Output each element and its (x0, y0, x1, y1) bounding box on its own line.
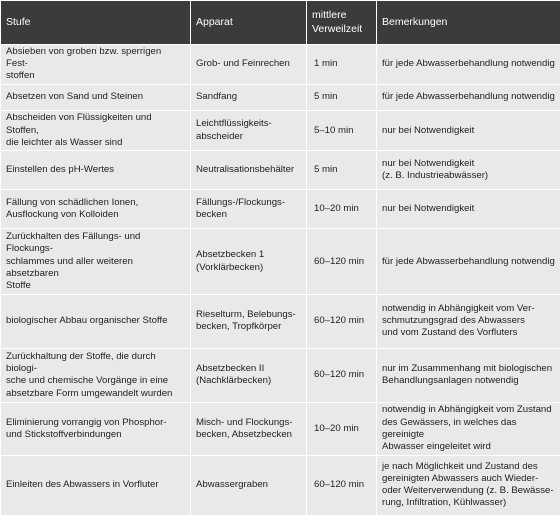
cell-apparat: Fällungs-/Flockungs- becken (191, 190, 307, 229)
cell-bemerkungen: notwendig in Abhängigkeit vom Ver- schmutzungsgrad des Abwassers und vom Zustand des Vorfluters (377, 294, 560, 348)
cell-apparat: Abwassergraben (191, 455, 307, 515)
cell-apparat: Absetzbecken II (Nachklärbecken) (191, 348, 307, 402)
header-bemerkungen: Bemerkungen (377, 1, 560, 45)
cell-verweilzeit: 60–120 min (307, 455, 377, 515)
cell-stufe: Zurückhalten des Fällungs- und Flockungs- schlammes und aller weiteren absetzbaren Stoffe (1, 229, 191, 295)
cell-bemerkungen: für jede Abwasserbehandlung notwendig (377, 84, 560, 110)
cell-stufe: Absieben von groben bzw. sperrigen Fest- stoffen (1, 45, 191, 85)
cell-bemerkungen: nur im Zusammenhang mit biologischen Behandlungsanlagen notwendig (377, 348, 560, 402)
cell-bemerkungen: notwendig in Abhängigkeit vom Zustand des Gewässers, in welches das gereinigte Abwasser eingeleitet wird (377, 402, 560, 455)
cell-stufe: Einleiten des Abwassers in Vorfluter (1, 455, 191, 515)
cell-apparat: Grob- und Feinrechen (191, 45, 307, 85)
cell-bemerkungen: nur bei Notwendigkeit (377, 111, 560, 151)
table-row (1, 455, 560, 515)
header-stufe: Stufe (1, 1, 191, 45)
table-row (1, 190, 560, 229)
table-row (1, 45, 560, 85)
cell-stufe: Abscheiden von Flüssigkeiten und Stoffen, die leichter als Wasser sind (1, 111, 191, 151)
cell-stufe: Einstellen des pH-Wertes (1, 150, 191, 189)
cell-verweilzeit: 10–20 min (307, 402, 377, 455)
cell-bemerkungen: für jede Abwasserbehandlung notwendig (377, 229, 560, 295)
cell-verweilzeit: 1 min (307, 45, 377, 85)
cell-stufe: Zurückhaltung der Stoffe, die durch biologi- sche und chemische Vorgänge in eine absetzbare Form umgewandelt wurden (1, 348, 191, 402)
cell-verweilzeit: 5–10 min (307, 111, 377, 151)
header-apparat: Apparat (191, 1, 307, 45)
table-row (1, 348, 560, 402)
cell-apparat: Neutralisationsbehälter (191, 150, 307, 189)
cell-apparat: Leichtflüssigkeits- abscheider (191, 111, 307, 151)
cell-apparat: Rieselturm, Belebungs- becken, Tropfkörper (191, 294, 307, 348)
table-row (1, 294, 560, 348)
cell-verweilzeit: 60–120 min (307, 348, 377, 402)
cell-verweilzeit: 60–120 min (307, 229, 377, 295)
cell-apparat: Sandfang (191, 84, 307, 110)
table-row (1, 150, 560, 189)
cell-stufe: Absetzen von Sand und Steinen (1, 84, 191, 110)
cell-verweilzeit: 10–20 min (307, 190, 377, 229)
cell-verweilzeit: 5 min (307, 150, 377, 189)
cell-apparat: Misch- und Flockungs- becken, Absetzbecken (191, 402, 307, 455)
cell-verweilzeit: 60–120 min (307, 294, 377, 348)
table-row (1, 229, 560, 295)
table-row (1, 111, 560, 151)
header-verweilzeit: mittlere Verweilzeit (307, 1, 377, 45)
table-row (1, 84, 560, 110)
cell-bemerkungen: je nach Möglichkeit und Zustand des gereinigten Abwassers auch Wieder- oder Weiterverwendung (z. B. Bewässe- rung, Infiltration, Kühlwasser) (377, 455, 560, 515)
cell-bemerkungen: nur bei Notwendigkeit (377, 190, 560, 229)
cell-stufe: Fällung von schädlichen Ionen, Ausflockung von Kolloiden (1, 190, 191, 229)
table-header-row (1, 1, 560, 45)
cell-apparat: Absetzbecken 1 (Vorklärbecken) (191, 229, 307, 295)
table-row (1, 402, 560, 455)
cell-verweilzeit: 5 min (307, 84, 377, 110)
cell-stufe: Eliminierung vorrangig von Phosphor- und Stickstoffverbindungen (1, 402, 191, 455)
cell-stufe: biologischer Abbau organischer Stoffe (1, 294, 191, 348)
cell-bemerkungen: für jede Abwasserbehandlung notwendig (377, 45, 560, 85)
cell-bemerkungen: nur bei Notwendigkeit (z. B. Industrieabwässer) (377, 150, 560, 189)
